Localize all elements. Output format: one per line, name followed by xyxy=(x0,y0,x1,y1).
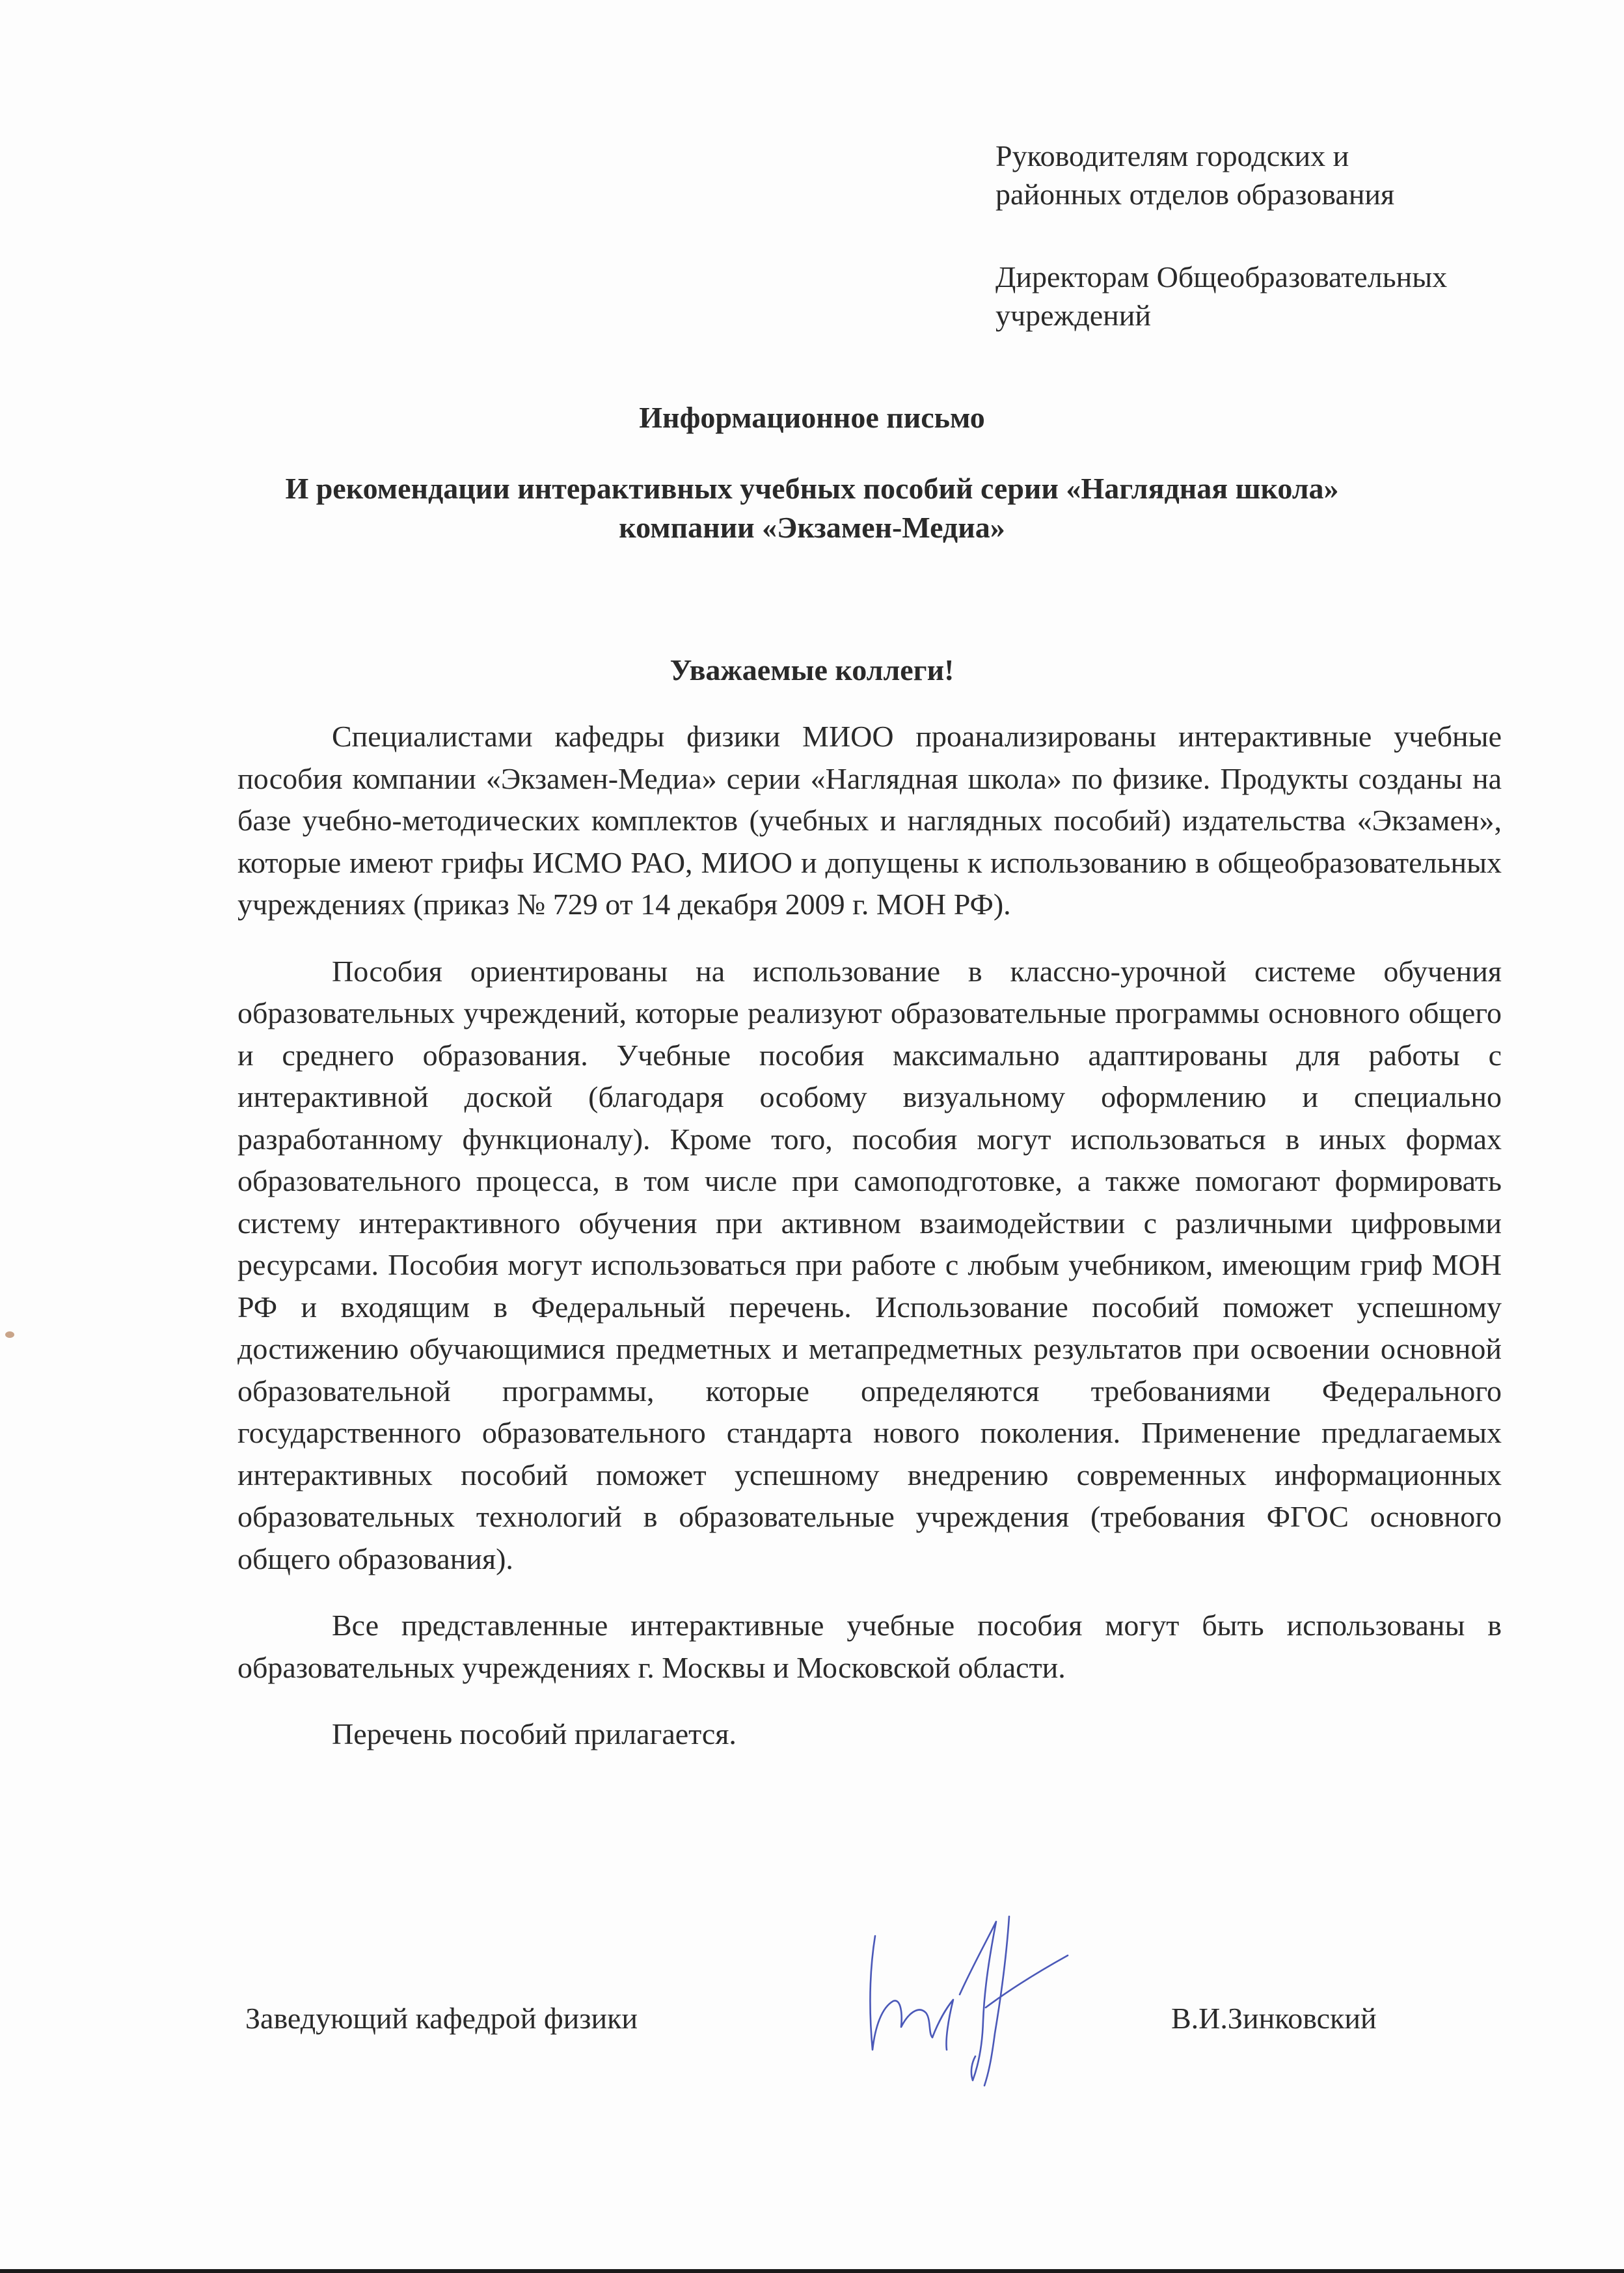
body-paragraph: Пособия ориентированы на использование в классно-урочной системе обучения образовательных учреждений, которые реализуют образовательные программы основного общего и среднего образования. Учебные пособия максимально адаптированы для работы с интерактивной доской (благодаря особому визуальному оформлению и специально разработанному функционалу). Кроме того, пособия могут использоваться в иных формах образовательного процесса, в том числе при самоподготовке, а также помогают формировать систему интерактивного обучения при активном взаимодействии с различными цифровыми ресурсами. Пособия могут использоваться при работе с любым учебником, имеющим гриф МОН РФ и входящим в Федеральный перечень. Использование пособий поможет успешному достижению обучающимися предметных и метапредметных результатов при освоении основной образовательной программы, которые определяются требованиями Федерального государственного образовательного стандарта нового поколения. Применение предлагаемых интерактивных пособий поможет успешному внедрению современных информационных образовательных технологий в образовательные учреждения (требования ФГОС основного общего образования). xyxy=(237,954,1502,1575)
addressee-line: учреждений xyxy=(995,299,1152,332)
greeting: Уважаемые коллеги! xyxy=(670,653,954,687)
addressee-line: районных отделов образования xyxy=(995,178,1395,211)
body-paragraph: Все представленные интерактивные учебные пособия могут быть использованы в образовательных учреждениях г. Москвы и Московской области. xyxy=(237,1609,1502,1684)
addressee-line: Руководителям городских и xyxy=(995,139,1349,172)
scan-edge xyxy=(0,2269,1624,2273)
letter-title: Информационное письмо xyxy=(639,401,985,434)
addressee-line: Директорам Общеобразовательных xyxy=(995,260,1448,293)
letter-body xyxy=(237,716,1502,1780)
body-paragraph: Перечень пособий прилагается. xyxy=(332,1717,737,1750)
addressee-block xyxy=(995,137,1549,334)
signatory-name: В.И.Зинковский xyxy=(1171,2002,1377,2035)
signatory-position: Заведующий кафедрой физики xyxy=(245,2002,638,2035)
scan-speck xyxy=(5,1331,14,1338)
handwritten-signature xyxy=(856,1910,1070,2092)
body-paragraph: Специалистами кафедры физики МИОО проанализированы интерактивные учебные пособия компании «Экзамен-Медиа» серии «Наглядная школа» по физике. Продукты созданы на базе учебно-методических комплектов (учебных и наглядных пособий) издательства «Экзамен», которые имеют грифы ИСМО РАО, МИОО и допущены к использованию в общеобразовательных учреждениях (приказ № 729 от 14 декабря 2009 г. МОН РФ). xyxy=(237,720,1502,921)
letter-subject xyxy=(0,469,1624,547)
letter-subject-text: И рекомендации интерактивных учебных пособий серии «Наглядная школа» компании «Экзамен-Медиа» xyxy=(285,472,1339,544)
